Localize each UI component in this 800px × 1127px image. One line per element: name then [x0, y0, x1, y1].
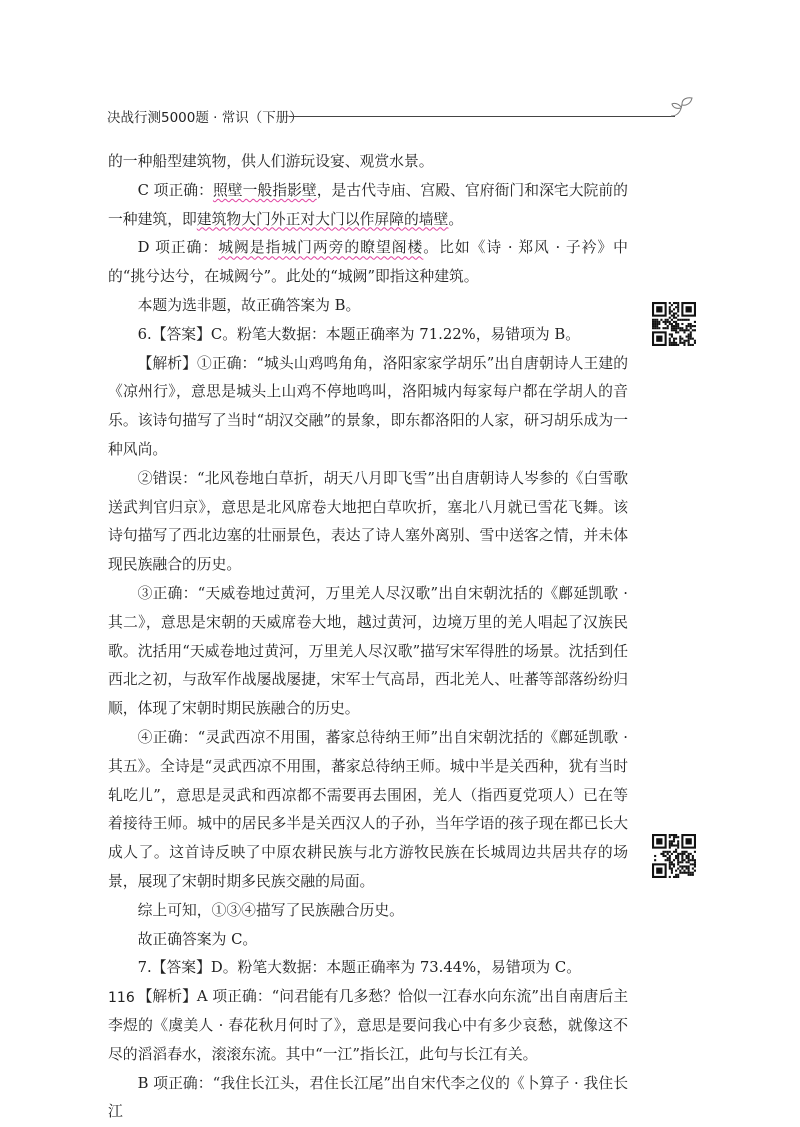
paragraph: C 项正确：照壁一般指影壁，是古代寺庙、宫殿、官府衙门和深宅大院前的一种建筑，即建筑物大门外正对大门以作屏障的墙壁。: [108, 177, 628, 235]
paragraph: 本题为选非题，故正确答案为 B。: [108, 292, 628, 321]
leaf-sprout-icon: [667, 96, 697, 122]
paragraph: 的一种船型建筑物，供人们游玩设宴、观赏水景。: [108, 148, 628, 177]
page-header: [107, 96, 693, 130]
wavy-underlined-text: 城阙是指城门两旁的瞭望阁楼: [218, 239, 423, 256]
analysis-paragraph: 【解析】A 项正确：“问君能有几多愁？恰似一江春水向东流”出自南唐后主李煜的《虞美人 · 春花秋月何时了》，意思是要问我心中有多少哀愁，就像这不尽的滔滔春水，滚滚东流。其中“一江”指长江，此句与长江有关。: [108, 983, 628, 1069]
qr-code-icon[interactable]: [652, 834, 696, 878]
page-body: [108, 148, 628, 1127]
header-rule: [289, 116, 675, 117]
qr-code-icon[interactable]: [652, 302, 696, 346]
analysis-paragraph: ②错误：“北风卷地白草折，胡天八月即飞雪”出自唐朝诗人岑参的《白雪歌送武判官归京》，意思是北风席卷大地把白草吹折，塞北八月就已雪花飞舞。该诗句描写了西北边塞的壮丽景色，表达了诗人塞外离别、雪中送客之情，并未体现民族融合的历史。: [108, 465, 628, 580]
answer-line: 7.【答案】D。粉笔大数据：本题正确率为 73.44%，易错项为 C。: [108, 954, 628, 983]
wavy-underlined-text: 建筑物大门外正对大门以作屏障的墙壁: [197, 211, 449, 228]
paragraph: D 项正确：城阙是指城门两旁的瞭望阁楼。比如《诗 · 郑风 · 子衿》中的“挑兮达兮，在城阙兮”。此处的“城阙”即指这种建筑。: [108, 234, 628, 292]
analysis-paragraph: B 项正确：“我住长江头，君住长江尾”出自宋代李之仪的《卜算子 · 我住长江: [108, 1070, 628, 1127]
analysis-paragraph: 【解析】①正确：“城头山鸡鸣角角，洛阳家家学胡乐”出自唐朝诗人王建的《凉州行》，意思是城头上山鸡不停地鸣叫，洛阳城内每家每户都在学胡人的音乐。该诗句描写了当时“胡汉交融”的景象，即东都洛阳的人家，研习胡乐成为一种风尚。: [108, 350, 628, 465]
analysis-paragraph: ④正确：“灵武西凉不用围，蕃家总待纳王师”出自宋朝沈括的《鄜延凯歌 · 其五》。全诗是“灵武西凉不用围，蕃家总待纳王师。城中半是关西种，犹有当时轧吃儿”，意思是灵武和西凉都不需要再去围困，羌人（指西夏党项人）已在等着接待王师。城中的居民多半是关西汉人的子孙，当年学语的孩子现在都已长大成人了。这首诗反映了中原农耕民族与北方游牧民族在长城周边共居共存的场景，展现了宋朝时期多民族交融的局面。: [108, 724, 628, 897]
answer-line: 6.【答案】C。粉笔大数据：本题正确率为 71.22%，易错项为 B。: [108, 321, 628, 350]
wavy-underlined-text: 照壁一般指影壁: [213, 182, 317, 199]
paragraph: 综上可知，①③④描写了民族融合历史。: [108, 897, 628, 926]
book-title: 决战行测5000题 · 常识（下册）: [107, 106, 303, 126]
analysis-paragraph: ③正确：“天威卷地过黄河，万里羌人尽汉歌”出自宋朝沈括的《鄜延凯歌 · 其二》，意思是宋朝的天威席卷大地，越过黄河，边境万里的羌人唱起了汉族民歌。沈括用“天威卷地过黄河，万里羌人尽汉歌”描写宋军得胜的场景。沈括到任西北之初，与敌军作战屡战屡捷，宋军士气高昂，西北羌人、吐蕃等部落纷纷归顺，体现了宋朝时期民族融合的历史。: [108, 580, 628, 724]
paragraph: 故正确答案为 C。: [108, 926, 628, 955]
page-number: 116: [108, 990, 135, 1006]
